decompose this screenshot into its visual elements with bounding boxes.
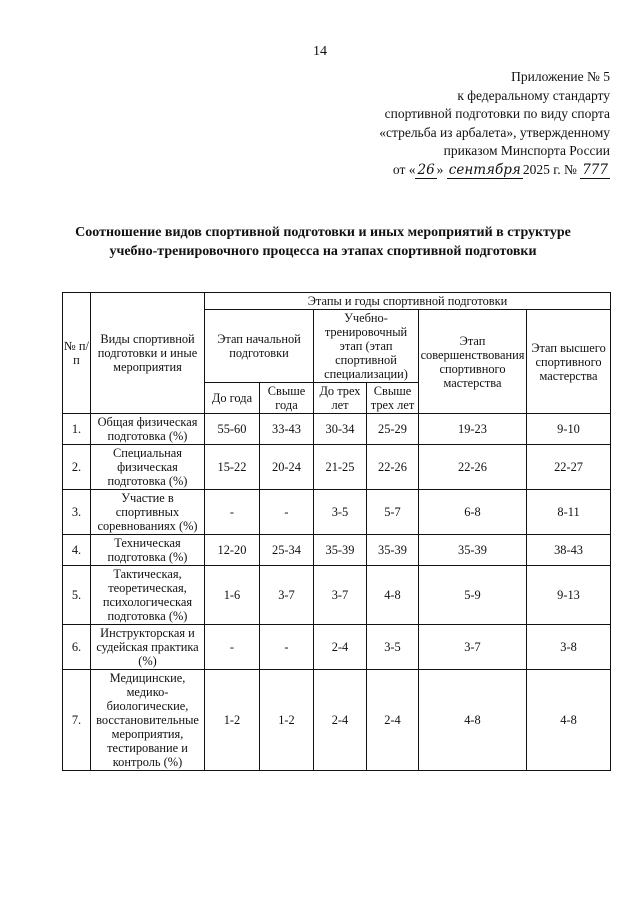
title-line-2: учебно-тренировочного процесса на этапах спортивной подготовки <box>109 244 537 259</box>
row-num: 5. <box>63 566 91 625</box>
row-value: 5-9 <box>419 566 527 625</box>
date-mid: » <box>436 161 444 177</box>
row-value: 22-26 <box>419 445 527 490</box>
row-value: 3-7 <box>260 566 314 625</box>
table-row <box>63 535 611 566</box>
row-value: 30-34 <box>314 414 367 445</box>
row-value: 35-39 <box>367 535 419 566</box>
row-value: 2-4 <box>314 625 367 670</box>
row-value: 9-10 <box>527 414 611 445</box>
header-kinds: Виды спортивной подготовки и иные мероприятия <box>91 293 205 414</box>
header-up-to-three: До трех лет <box>314 383 367 414</box>
row-kind: Инструкторская и судейская практика (%) <box>91 625 205 670</box>
appendix-line-5: приказом Минспорта России <box>443 143 610 158</box>
row-value: - <box>205 625 260 670</box>
row-value: 33-43 <box>260 414 314 445</box>
row-value: 6-8 <box>419 490 527 535</box>
row-value: - <box>260 625 314 670</box>
row-kind: Тактическая, теоретическая, психологическая подготовка (%) <box>91 566 205 625</box>
header-over-three: Свыше трех лет <box>367 383 419 414</box>
order-day-handwritten: 26 <box>417 161 435 178</box>
row-kind: Участие в спортивных соревнованиях (%) <box>91 490 205 535</box>
row-value: 12-20 <box>205 535 260 566</box>
row-value: 5-7 <box>367 490 419 535</box>
row-value: - <box>205 490 260 535</box>
appendix-line-2: к федеральному стандарту <box>457 87 610 103</box>
row-value: 3-5 <box>314 490 367 535</box>
row-num: 7. <box>63 670 91 771</box>
row-value: 3-7 <box>314 566 367 625</box>
appendix-line-4: «стрельба из арбалета», утвержденному <box>379 124 610 140</box>
order-number-handwritten: 777 <box>582 161 608 178</box>
row-value: 8-11 <box>527 490 611 535</box>
document-title <box>40 223 606 261</box>
row-kind: Медицинские, медико-биологические, восстановительные мероприятия, тестирование и контроль (%) <box>91 670 205 771</box>
row-value: 1-6 <box>205 566 260 625</box>
row-value: - <box>260 490 314 535</box>
table-row <box>63 490 611 535</box>
page-number: 14 <box>313 44 327 59</box>
table-row <box>63 414 611 445</box>
row-value: 2-4 <box>367 670 419 771</box>
row-value: 4-8 <box>419 670 527 771</box>
row-value: 15-22 <box>205 445 260 490</box>
order-month-handwritten: сентября <box>448 161 521 178</box>
row-kind: Специальная физическая подготовка (%) <box>91 445 205 490</box>
row-value: 3-5 <box>367 625 419 670</box>
ratio-table <box>62 292 611 771</box>
row-num: 6. <box>63 625 91 670</box>
row-value: 22-26 <box>367 445 419 490</box>
row-value: 19-23 <box>419 414 527 445</box>
header-row-1 <box>63 293 611 310</box>
header-over-year: Свыше года <box>260 383 314 414</box>
row-value: 9-13 <box>527 566 611 625</box>
row-value: 55-60 <box>205 414 260 445</box>
table-row <box>63 566 611 625</box>
date-prefix: от « <box>392 161 416 177</box>
header-stages: Этапы и годы спортивной подготовки <box>205 293 611 310</box>
table-row <box>63 625 611 670</box>
order-date-line <box>280 161 610 180</box>
row-value: 35-39 <box>419 535 527 566</box>
row-value: 3-8 <box>527 625 611 670</box>
header-up-to-year: До года <box>205 383 260 414</box>
row-kind: Общая физическая подготовка (%) <box>91 414 205 445</box>
table-row <box>63 445 611 490</box>
row-value: 38-43 <box>527 535 611 566</box>
row-num: 1. <box>63 414 91 445</box>
header-highest-stage: Этап высшего спортивного мастерства <box>527 310 611 414</box>
header-training-stage: Учебно-тренировочный этап (этап спортивной специализации) <box>314 310 419 383</box>
appendix-block <box>280 68 610 179</box>
appendix-line-3: спортивной подготовки по виду спорта <box>384 106 610 121</box>
row-value: 25-29 <box>367 414 419 445</box>
row-num: 2. <box>63 445 91 490</box>
row-value: 2-4 <box>314 670 367 771</box>
row-num: 3. <box>63 490 91 535</box>
row-value: 4-8 <box>367 566 419 625</box>
title-line-1: Соотношение видов спортивной подготовки и иных мероприятий в структуре <box>75 225 571 240</box>
order-year-label: 2025 г. № <box>522 161 577 177</box>
header-improvement-stage: Этап совершенствования спортивного мастерства <box>419 310 527 414</box>
row-value: 22-27 <box>527 445 611 490</box>
appendix-line-1: Приложение № 5 <box>511 69 610 84</box>
row-num: 4. <box>63 535 91 566</box>
row-value: 21-25 <box>314 445 367 490</box>
row-kind: Техническая подготовка (%) <box>91 535 205 566</box>
header-num: № п/п <box>63 293 91 414</box>
header-initial-stage: Этап начальной подготовки <box>205 310 314 383</box>
row-value: 3-7 <box>419 625 527 670</box>
row-value: 1-2 <box>260 670 314 771</box>
row-value: 35-39 <box>314 535 367 566</box>
row-value: 20-24 <box>260 445 314 490</box>
row-value: 4-8 <box>527 670 611 771</box>
row-value: 25-34 <box>260 535 314 566</box>
table-row <box>63 670 611 771</box>
row-value: 1-2 <box>205 670 260 771</box>
